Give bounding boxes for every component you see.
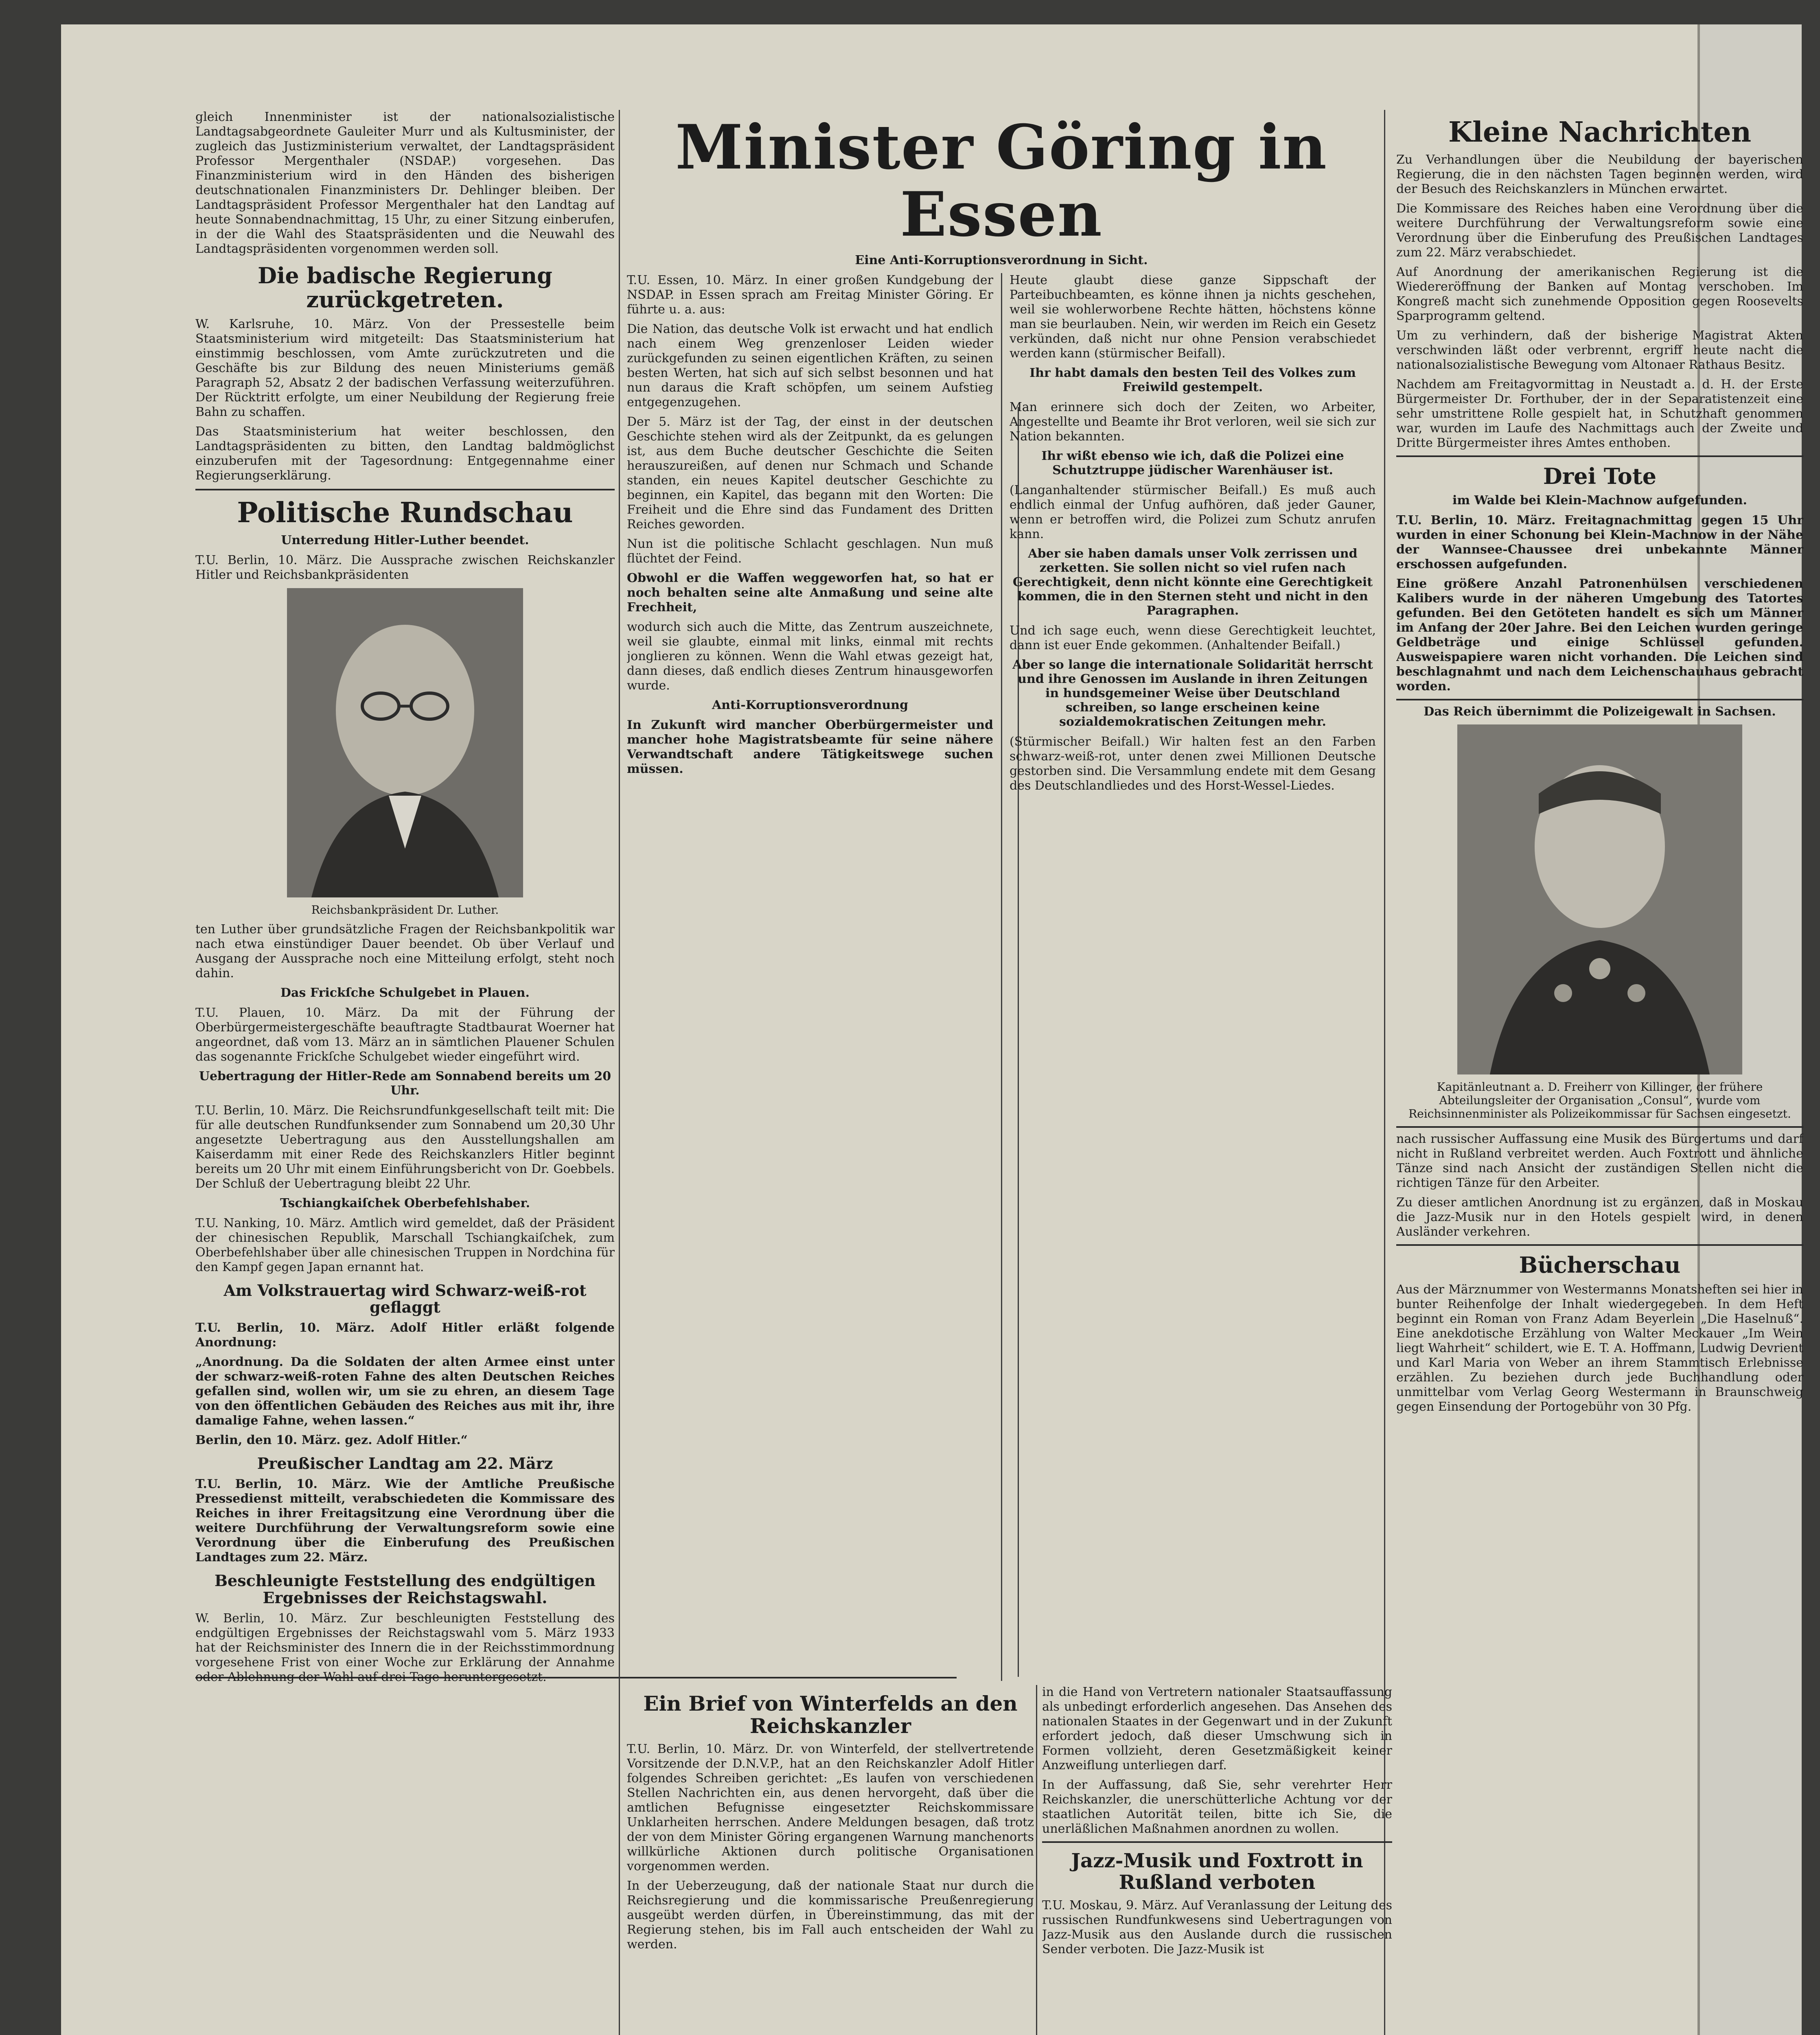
divider <box>1396 1244 1803 1246</box>
headline-winterfeld: Ein Brief von Winterfelds an den Reichskanzler <box>643 1691 1018 1738</box>
news-item: Zu dieser amtlichen Anordnung ist zu ergänzen, daß in Moskau die Jazz-Musik nur in den Hotels gespielt wird, in denen Ausländer verkehren. <box>1396 1195 1803 1239</box>
article-winterfeld-cont3: In der Auffassung, daß Sie, sehr verehrter Herr Reichskanzler, die unerschütterliche Achtung vor der staatlichen Autorität teilen, bitte ich Sie, die unerläßlichen Maßnahmen anordnen zu wollen. <box>1042 1778 1392 1836</box>
main-subhead: Ihr habt damals den besten Teil des Volkes zum Freiwild gestempelt. <box>1029 366 1356 394</box>
main-paragraph: In Zukunft wird mancher Oberbürgermeister und mancher hohe Magistratsbeamte für seine nähere Verwandtschaft andere Tätigkeitswege suchen müssen. <box>627 718 993 776</box>
main-paragraph: Der 5. März ist der Tag, der einst in der deutschen Geschichte stehen wird als der Zeitpunkt, da es gelungen ist, aus dem Buche deutscher Geschichte die Seiten herauszureißen, auf denen nur Schmach und Schande standen, ein neues Kapitel deutscher Geschichte zu beginnen, ein Kapitel, das begann mit den Worten: Die Freiheit und die Ehre sind das Fundament des Dritten Reiches geworden. <box>627 415 993 532</box>
article-hitler-luther: T.U. Berlin, 10. März. Die Aussprache zwischen Reichskanzler Hitler und Reichsbankpräsidenten <box>195 553 615 582</box>
news-item: Die Kommissare des Reiches haben eine Verordnung über die weitere Durchführung der Verwaltungsreform sowie eine Verordnung über die Einberufung des Preußischen Landtages zum 22. März verabschiedet. <box>1396 201 1803 260</box>
headline-jazz: Jazz-Musik und Foxtrott in Rußland verboten <box>1071 1849 1363 1894</box>
divider <box>195 489 615 490</box>
news-item: Um zu verhindern, daß der bisherige Magistrat Akten verschwinden läßt oder verbrennt, ergriff heute nacht die nationalsozialistische Bewegung vom Altonaer Rathaus Besitz. <box>1396 328 1803 372</box>
main-paragraph: Heute glaubt diese ganze Sippschaft der Parteibuchbeamten, es könne ihnen ja nichts geschehen, weil sie wohlerworbene Rechte hätten, höchstens könne man sie beurlauben. Nein, wir werden im Reich ein Gesetz verkünden, daß nicht nur ohne Pension verabschiedet werden kann (stürmischer Beifall). <box>1010 273 1376 361</box>
main-paragraph: wodurch sich auch die Mitte, das Zentrum auszeichnete, weil sie glaubte, einmal mit links, einmal mit rechts jonglieren zu können. Wenn die Wahl etwas gezeigt hat, dann dieses, daß endlich dieses Zentrum hinausgeworfen wurde. <box>627 620 993 693</box>
main-paragraph: (Langanhaltender stürmischer Beifall.) Es muß auch endlich einmal der Unfug aufhören, daß jeder Gauner, wenn er betroffen wird, die Polizei zum Schutz anrufen kann. <box>1010 483 1376 541</box>
subhead-hitler-luther: Unterredung Hitler-Luther beendet. <box>281 533 529 547</box>
main-paragraph: Die Nation, das deutsche Volk ist erwacht und hat endlich nach einem Weg grenzenloser Leiden wieder zurückgefunden zu seinen eigentlichen Kräften, zu seinen besten Werten, hat sich auf sich selbst besonnen und hat nun daraus die Kraft schöpfen, um seinem Aufstieg entgegenzugehen. <box>627 322 993 409</box>
article-winterfeld-cont: In der Ueberzeugung, daß der nationale Staat nur durch die Reichsregierung und die kommissarische Preußenregierung ausgeübt werden dürfen, in Übereinstimmung, das mit der Regierung stehen, bis im Fall auch entscheiden der Wahl zu werden. <box>627 1879 1034 1952</box>
main-paragraph: Man erinnere sich doch der Zeiten, wo Arbeiter, Angestellte und Beamte ihr Brot verloren, weil sie sich zur Nation bekannten. <box>1010 400 1376 444</box>
article-schulgebet: T.U. Plauen, 10. März. Da mit der Führung der Oberbürgermeistergeschäfte beauftragte Stadtbaurat Woerner hat angeordnet, daß vom 13. März an in sämtlichen Plauener Schulen das sogenannte Frickſche Schulgebet wieder eingeführt wird. <box>195 1005 615 1064</box>
column-rule <box>619 110 620 2035</box>
headline-drei-tote: Drei Tote <box>1543 463 1657 489</box>
news-item: nach russischer Auffassung eine Musik des Bürgertums und darf nicht in Rußland verbreitet werden. Auch Foxtrott und ähnliche Tänze sind nach Ansicht der zuständigen Stellen nicht die richtigen Tänze für den Arbeiter. <box>1396 1132 1803 1190</box>
article-landtag: T.U. Berlin, 10. März. Wie der Amtliche Preußische Pressedienst mitteilt, verabschiedeten die Kommissare des Reiches in ihrer Freitagsitzung eine Verordnung über die weitere Durchführung der Verwaltungsreform sowie eine Verordnung über die Einberufung des Preußischen Landtages zum 22. März. <box>195 1477 615 1565</box>
right-column <box>1396 110 1803 2035</box>
portrait-luther-image <box>287 588 523 897</box>
article-volkstrauertag-sign: Berlin, den 10. März. gez. Adolf Hitler.“ <box>195 1433 468 1448</box>
article-intro: gleich Innenminister ist der nationalsozialistische Landtagsabgeordnete Gauleiter Murr und als Kultusminister, der zugleich das Justizministerium verwaltet, der Landtagspräsident Professor Mergenthaler (NSDAP.) vorgesehen. Das Finanzministerium wird in den Händen des bisherigen deutschnationalen Finanzministers Dr. Dehlinger bleiben. Der Landtagspräsident Professor Mergenthaler hat den Landtag auf heute Sonnabendnachmittag, 15 Uhr, zu einer Sitzung einberufen, in der die Wahl des Staatspräsidenten und die Neuwahl des Landtagspräsidenten vorgenommen werden soll. <box>195 110 615 256</box>
main-paragraph: T.U. Essen, 10. März. In einer großen Kundgebung der NSDAP. in Essen sprach am Freitag Minister Göring. Er führte u. a. aus: <box>627 273 993 317</box>
divider <box>1396 1126 1803 1128</box>
column-rule <box>1036 1685 1037 2035</box>
subhead-hitler-rede: Uebertragung der Hitler-Rede am Sonnabend bereits um 20 Uhr. <box>199 1069 611 1098</box>
article-volkstrauertag: T.U. Berlin, 10. März. Adolf Hitler erläßt folgende Anordnung: <box>195 1321 615 1350</box>
news-item: Auf Anordnung der amerikanischen Regierung ist die Wiedereröffnung der Banken auf Montag verschoben. Im Kongreß macht sich zunehmende Opposition gegen Roosevelts Sparprogramm geltend. <box>1396 265 1803 323</box>
portrait-killinger-image <box>1457 724 1742 1074</box>
headline-landtag: Preußischer Landtag am 22. März <box>257 1454 553 1473</box>
headline-volkstrauertag: Am Volkstrauertag wird Schwarz-weiß-rot geflaggt <box>223 1281 587 1317</box>
main-paragraph: (Stürmischer Beifall.) Wir halten fest an den Farben schwarz-weiß-rot, unter denen zwei Millionen Deutsche gestorben sind. Die Versammlung endete mit dem Gesang des Deutschlandliedes und des Horst-Wessel-Liedes. <box>1010 735 1376 793</box>
headline-kleine-nachrichten: Kleine Nachrichten <box>1448 116 1752 149</box>
headline-baden: Die badische Regierung zurückgetreten. <box>258 263 552 313</box>
divider <box>1396 699 1803 700</box>
left-column <box>195 110 615 2035</box>
article-tschiang: T.U. Nanking, 10. März. Amtlich wird gemeldet, daß der Präsident der chinesischen Republik, Marschall Tschiangkaiſchek, zum Oberbefehlshaber über alle chinesischen Truppen in Nordchina für den Kampf gegen Japan ernannt hat. <box>195 1216 615 1274</box>
main-subhead: Aber so lange die internationale Solidarität herrscht und ihre Genossen im Auslande in ihren Zeitungen in hundsgemeiner Weise über Deutschland schreiben, so lange erscheinen keine sozialdemokratischen Zeitungen mehr. <box>1012 658 1373 729</box>
portrait-photo-killinger <box>1457 724 1742 1074</box>
subhead-anti-korruption: Eine Anti-Korruptionsverordnung in Sicht. <box>855 253 1148 267</box>
article-winterfeld: T.U. Berlin, 10. März. Dr. von Winterfeld, der stellvertretende Vorsitzende der D.N.V.P., hat an den Reichskanzler Adolf Hitler folgendes Schreiben gerichtet: „Es laufen von verschiedenen Stellen Nachrichten ein, aus denen hervorgeht, daß über die amtlichen Befugnisse eingesetzter Reichskommissare Unklarheiten herrschen. Andere Meldungen besagen, daß trotz der von dem Minister Göring ergangenen Warnung manchenorts willkürliche Aktionen durch politische Organisationen vorgenommen werden. <box>627 1742 1034 1873</box>
main-subhead: Anti-Korruptionsverordnung <box>712 698 909 712</box>
article-hitler-luther-cont: ten Luther über grundsätzliche Fragen der Reichsbankpolitik war nach etwa einstündiger Dauer beendet. Ob über Verlauf und Ausgang der Aussprache noch eine Mitteilung erfolgt, steht noch dahin. <box>195 922 615 980</box>
headline-buecherschau: Bücherschau <box>1519 1252 1681 1278</box>
bottom-column-1 <box>627 1685 1034 2035</box>
subhead-sachsen: Das Reich übernimmt die Polizeigewalt in Sachsen. <box>1424 705 1776 719</box>
caption-luther: Reichsbankpräsident Dr. Luther. <box>311 903 499 917</box>
portrait-photo-luther <box>287 588 523 897</box>
divider <box>1396 455 1803 457</box>
article-baden-cont: Das Staatsministerium hat weiter beschlossen, den Landtagspräsidenten zu bitten, den Landtag baldmöglichst einzuberufen mit der Tagesordnung: Entgegennahme einer Regierungserklärung. <box>195 424 615 483</box>
article-jazz: T.U. Moskau, 9. März. Auf Veranlassung der Leitung des russischen Rundfunkwesens sind Uebertragungen von Jazz-Musik aus den Auslande durch die russischen Sender verboten. Die Jazz-Musik ist <box>1042 1898 1392 1956</box>
main-subhead: Ihr wißt ebenso wie ich, daß die Polizei eine Schutztruppe jüdischer Warenhäuser ist. <box>1041 449 1344 477</box>
main-paragraph: Nun ist die politische Schlacht geschlagen. Nun muß flüchtet der Feind. <box>627 537 993 566</box>
main-paragraph: Obwohl er die Waffen weggeworfen hat, so hat er noch behalten seine alte Anmaßung und seine alte Frechheit, <box>627 571 993 615</box>
news-item: Nachdem am Freitagvormittag in Neustadt a. d. H. der Erste Bürgermeister Dr. Forthuber, der in der Separatistenzeit eine sehr umstrittene Rolle gespielt hat, in Schutzhaft genommen war, wurden im Laufe des Nachmittags auch der Zweite und Dritte Bürgermeister ihres Amtes enthoben. <box>1396 377 1803 450</box>
bottom-column-2 <box>1042 1685 1392 2035</box>
headline-politische-rundschau: Politische Rundschau <box>237 496 573 529</box>
article-hitler-rede: T.U. Berlin, 10. März. Die Reichsrundfunkgesellschaft teilt mit: Die für alle deutschen Rundfunksender zum Sonnabend um 20,30 Uhr angesetzte Uebertragung aus den Ausstellungshallen am Kaiserdamm mit einer Rede des Reichskanzlers Hitler beginnt bereits um 20 Uhr mit einem Einführungsbericht von Dr. Goebbels. Der Schluß der Uebertragung bleibt 22 Uhr. <box>195 1103 615 1191</box>
subhead-klein-machnow: im Walde bei Klein-Machnow aufgefunden. <box>1452 493 1747 508</box>
article-baden: W. Karlsruhe, 10. März. Von der Pressestelle beim Staatsministerium wird mitgeteilt: Das Staatsministerium hat einstimmig beschlossen, vom Amte zurückzutreten und die Geschäfte bis zur Bildung des neuen Ministeriums gemäß Paragraph 52, Absatz 2 der badischen Verfassung weiterzuführen. Der Rücktritt erfolgte, um einer Neubildung der Regierung freie Bahn zu schaffen. <box>195 317 615 419</box>
headline-reichstagswahl: Beschleunigte Feststellung des endgültigen Ergebnisses der Reichstagswahl. <box>214 1571 596 1607</box>
main-article <box>627 110 1376 1681</box>
news-item: Aus der Märznummer von Westermanns Monatsheften sei hier in bunter Reihenfolge der Inhalt wiedergegeben. In dem Heft beginnt ein Roman von Franz Adam Beyerlein „Die Haselnuß“. Eine anekdotische Erzählung von Walter Meckauer „Im Wein liegt Wahrheit“ schildert, wie E. T. A. Hoffmann, Ludwig Devrient und Karl Maria von Weber an ihrem Stammtisch Erlebnisse erzählen. Zu beziehen durch jede Buchhandlung oder unmittelbar vom Verlag Georg Westermann in Braunschweig gegen Einsendung der Portogebühr von 30 Pfg. <box>1396 1282 1803 1414</box>
news-item: Zu Verhandlungen über die Neubildung der bayerischen Regierung, die in den nächsten Tagen beginnen werden, wird der Besuch des Reichskanzlers in München erwartet. <box>1396 152 1803 196</box>
subhead-tschiang: Tschiangkaiſchek Oberbefehlshaber. <box>280 1196 530 1210</box>
divider <box>1042 1841 1392 1843</box>
headline-goering: Minister Göring in Essen <box>675 112 1327 250</box>
main-article-body <box>627 273 1376 1681</box>
article-reichstagswahl: W. Berlin, 10. März. Zur beschleunigten Feststellung des endgültigen Ergebnisses der Reichstagswahl vom 5. März 1933 hat der Reichsminister des Innern die in der Reichsstimmordnung vorgesehene Frist von einer Woche zur Erklärung der Annahme oder Ablehnung der Wahl auf drei Tage heruntergesetzt. <box>195 1611 615 1684</box>
article-volkstrauertag-quote: „Anordnung. Da die Soldaten der alten Armee einst unter der schwarz-weiß-roten Fahne des alten Deutschen Reiches gefallen sind, wollen wir, um sie zu ehren, an diesem Tage von den öffentlichen Gebäuden des Reiches aus mit ihr, ihre damalige Fahne, wehen lassen.“ <box>195 1355 615 1428</box>
main-subhead: Aber sie haben damals unser Volk zerrissen und zerketten. Sie sollen nicht so viel rufen nach Gerechtigkeit, denn nicht könnte eine Gerechtigkeit kommen, die in den Sternen steht und nicht in den Paragraphen. <box>1012 547 1373 618</box>
article-winterfeld-cont2: in die Hand von Vertretern nationaler Staatsauffassung als unbedingt erforderlich angesehen. Das Ansehen des nationalen Staates in der Gegenwart und in der Zukunft erfordert jedoch, daß dieser Umschwung sich in Formen vollzieht, deren Gesetzmäßigkeit keiner Anzweiflung unterliegen darf. <box>1042 1685 1392 1772</box>
news-item: Eine größere Anzahl Patronenhülsen verschiedenen Kalibers wurde in der näheren Umgebung des Tatortes gefunden. Bei den Getöteten handelt es sich um Männer im Anfang der 20er Jahre. Bei den Leichen wurden geringe Geldbeträge und einige Schlüssel gefunden. Ausweispapiere waren nicht vorhanden. Die Leichen sind beschlagnahmt und nach dem Leichenschauhaus gebracht worden. <box>1396 577 1803 694</box>
news-item: T.U. Berlin, 10. März. Freitagnachmittag gegen 15 Uhr wurden in einer Schonung bei Klein-Machnow in der Nähe der Wannsee-Chaussee drei unbekannte Männer erschossen aufgefunden. <box>1396 513 1803 572</box>
main-paragraph: Und ich sage euch, wenn diese Gerechtigkeit leuchtet, dann ist euer Ende gekommen. (Anhaltender Beifall.) <box>1010 624 1376 652</box>
caption-killinger: Kapitänleutnant a. D. Freiherr von Killinger, der frühere Abteilungsleiter der Organisation „Consul“, wurde vom Reichsinnenminister als Polizeikommissar für Sachsen eingesetzt. <box>1408 1080 1791 1121</box>
subhead-schulgebet: Das Frickſche Schulgebet in Plauen. <box>280 985 530 1000</box>
